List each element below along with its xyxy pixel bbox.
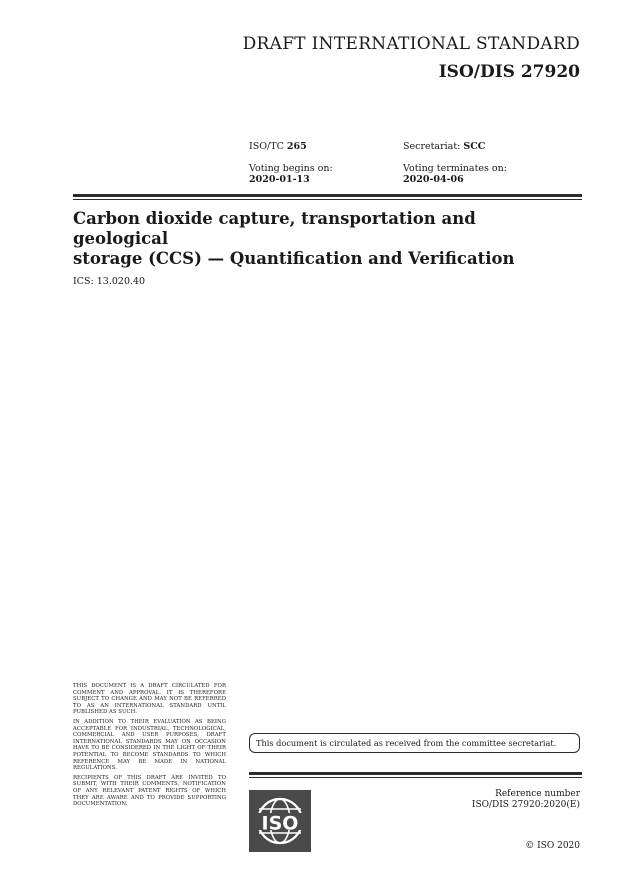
bottom-rule-thin	[249, 777, 582, 778]
secretariat	[403, 141, 485, 152]
voting-begins-label: Voting begins on:	[249, 163, 333, 174]
voting-terminates-date: 2020-04-06	[403, 174, 464, 185]
secretariat-value: SCC	[463, 141, 486, 152]
copyright: © ISO 2020	[525, 841, 580, 851]
committee	[249, 141, 307, 152]
ics-code: ICS: 13.020.40	[73, 276, 146, 287]
reference-label: Reference number	[495, 789, 580, 799]
voting-terminates	[403, 163, 507, 185]
document-number: ISO/DIS 27920	[438, 62, 580, 82]
disclaimer-paragraph-1: THIS DOCUMENT IS A DRAFT CIRCULATED FOR COMMENT AND APPROVAL. IT IS THEREFORE SUBJECT TO CHANGE AND MAY NOT BE REFERRED TO AS AN INTERNATIONAL STANDARD UNTIL PUBLISHED AS SUCH.	[73, 683, 226, 716]
disclaimer-paragraph-3: RECIPIENTS OF THIS DRAFT ARE INVITED TO SUBMIT, WITH THEIR COMMENTS, NOTIFICATION OF ANY RELEVANT PATENT RIGHTS OF WHICH THEY ARE AWARE AND TO PROVIDE SUPPORTING DOCUMENTATION.	[73, 774, 226, 808]
reference-number	[472, 789, 580, 811]
iso-logo-icon	[249, 790, 311, 852]
bottom-rule-thick	[249, 772, 582, 775]
iso-logo-text: ISO	[261, 812, 299, 835]
voting-begins-date: 2020-01-13	[249, 174, 310, 185]
reference-value: ISO/DIS 27920:2020(E)	[471, 800, 580, 810]
voting-begins	[249, 163, 333, 185]
draft-disclaimer	[73, 683, 226, 811]
committee-number: 265	[286, 141, 307, 152]
voting-terminates-label: Voting terminates on:	[403, 163, 507, 174]
circulation-notice: This document is circulated as received from the committee secretariat.	[249, 733, 580, 753]
disclaimer-paragraph-2: IN ADDITION TO THEIR EVALUATION AS BEING ACCEPTABLE FOR INDUSTRIAL, TECHNOLOGICAL, COMMERCIAL AND USER PURPOSES, DRAFT INTERNATIONAL STANDARDS MAY ON OCCASION HAVE TO BE CONSIDERED IN THE LIGHT OF THEIR POTENTIAL TO BECOME STANDARDS TO WHICH REFERENCE MAY BE MADE IN NATIONAL REGULATIONS.	[73, 718, 226, 772]
secretariat-label: Secretariat:	[403, 141, 461, 152]
document-title	[73, 209, 573, 269]
top-rule-thick	[73, 194, 582, 197]
title-line-1: Carbon dioxide capture, transportation and geological	[73, 209, 476, 248]
top-rule-thin	[73, 199, 582, 200]
committee-prefix: ISO/TC	[249, 141, 284, 152]
title-line-2: storage (CCS) — Quantification and Verification	[73, 249, 515, 268]
draft-label: DRAFT INTERNATIONAL STANDARD	[242, 34, 580, 54]
